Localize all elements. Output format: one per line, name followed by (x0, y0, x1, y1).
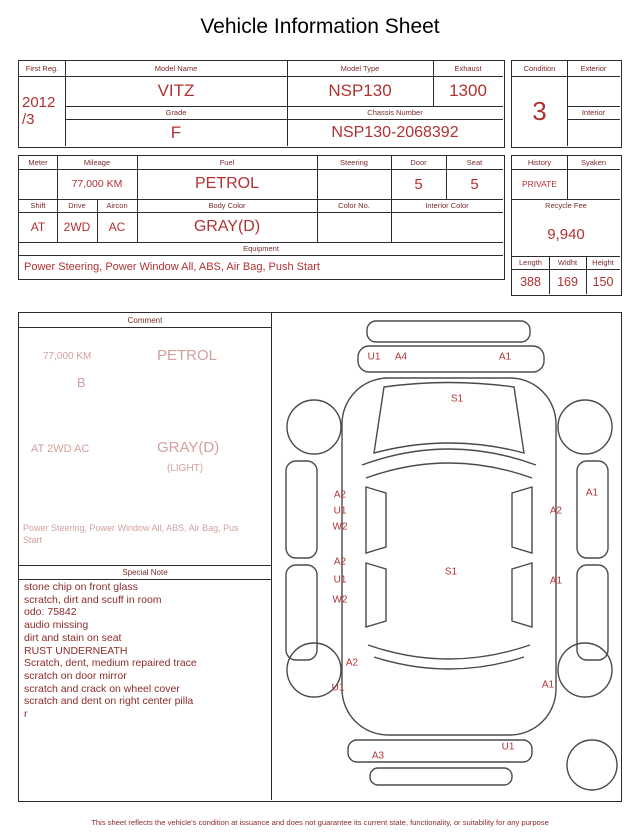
condition-table (511, 60, 622, 148)
body-color-value: GRAY(D) (193, 218, 261, 235)
special-note-line: scratch and dent on right center pilla (24, 695, 194, 708)
damage-marker-s1: S1 (450, 393, 464, 405)
exhaust-value: 1300 (449, 81, 487, 100)
model-type-label: Model Type (340, 64, 380, 73)
first-reg-year: 2012 (22, 94, 56, 111)
special-note-line: RUST UNDERNEATH (24, 644, 128, 657)
damage-marker-s1: S1 (444, 566, 458, 578)
first-reg-label: First Reg. (25, 64, 59, 73)
damage-marker-u1: U1 (333, 505, 347, 517)
rear-window-line (368, 645, 530, 659)
history-table (511, 155, 622, 296)
seat-label: Seat (466, 158, 483, 167)
spare-wheel (567, 740, 617, 790)
door-label: Door (410, 158, 427, 167)
right-front-door-opening (512, 487, 532, 553)
special-note-line: Scratch, dent, medium repaired trace (24, 657, 197, 670)
hood-panel (358, 346, 544, 372)
width-label: Widht (557, 258, 578, 267)
special-note-line: r (24, 708, 28, 721)
ghost-text: Power Steering, Power Window All, ABS, Air Bag, Pus (23, 523, 239, 533)
divider (567, 119, 620, 120)
damage-marker-u1: U1 (333, 574, 347, 586)
damage-markers (332, 352, 599, 762)
left-rear-door-opening (366, 563, 386, 627)
shift-value: AT (30, 220, 46, 234)
history-value: PRIVATE (521, 179, 558, 189)
special-note-line: scratch, dirt and scuff in room (24, 593, 162, 606)
ghost-text: PETROL (157, 347, 218, 364)
model-type-value: NSP130 (328, 81, 392, 100)
special-note-line: scratch on door mirror (24, 669, 127, 682)
special-note-line: scratch and crack on wheel cover (24, 682, 180, 695)
damage-marker-u1: U1 (501, 741, 515, 753)
damage-marker-u1: U1 (367, 351, 381, 363)
damage-marker-a3: A3 (371, 750, 385, 762)
disclaimer-text: This sheet reflects the vehicle's condition at issuance and does not guarantee its current state, functionality, or suitability for any purpose (91, 818, 549, 827)
special-note-line: stone chip on front glass (24, 581, 138, 593)
damage-marker-a2: A2 (345, 657, 359, 669)
door-value: 5 (414, 175, 423, 193)
drive-value: 2WD (63, 220, 91, 234)
damage-marker-a2: A2 (333, 489, 347, 501)
right-front-door-panel (577, 461, 608, 558)
special-note-line: odo: 75842 (24, 606, 77, 619)
ghost-text: B (77, 375, 86, 390)
grade-label: Grade (165, 108, 187, 117)
comment-label: Comment (127, 315, 163, 325)
ghost-text: Start (23, 535, 43, 545)
car-body (342, 378, 556, 735)
windshield-base-line (366, 463, 532, 478)
car-outline (286, 321, 617, 790)
ghost-text: 77,000 KM (43, 351, 92, 362)
mileage-label: Mileage (83, 158, 111, 167)
front-bumper (367, 321, 530, 342)
special-note-text (24, 581, 266, 721)
ghost-text: GRAY(D) (157, 439, 220, 456)
left-front-door-opening (366, 487, 386, 553)
damage-marker-a4: A4 (394, 351, 408, 363)
grade-value: F (170, 122, 182, 142)
condition-label: Condition (523, 64, 556, 73)
special-note-line: audio missing (24, 619, 89, 632)
right-front-wheel (558, 400, 612, 454)
mileage-value: 77,000 KM (71, 178, 123, 190)
damage-marker-w2: W2 (332, 521, 348, 533)
damage-marker-w2: W2 (332, 594, 348, 606)
damage-marker-a1: A1 (541, 679, 555, 691)
height-label: Height (592, 258, 614, 267)
height-value: 150 (592, 274, 614, 289)
exhaust-label: Exhaust (454, 64, 482, 73)
chassis-number-value: NSP130-2068392 (331, 123, 459, 141)
damage-marker-a2: A2 (333, 556, 347, 568)
body-color-label: Body Color (208, 201, 246, 210)
model-name-value: VITZ (157, 81, 195, 100)
registration-table (18, 60, 505, 148)
damage-marker-a2: A2 (549, 505, 563, 517)
aircon-label: Aircon (106, 201, 128, 210)
interior-label: Interior (581, 108, 606, 117)
first-reg-month: /3 (22, 111, 35, 128)
damage-marker-a1: A1 (585, 487, 599, 499)
comment-area (19, 327, 271, 565)
steering-label: Steering (340, 158, 368, 167)
right-rear-door-panel (577, 565, 608, 660)
first-reg-value (19, 76, 65, 146)
condition-value: 3 (532, 95, 547, 126)
equipment-label: Equipment (243, 244, 279, 253)
model-name-label: Model Name (154, 64, 198, 73)
chassis-number-label: Chassis Number (367, 108, 423, 117)
spec-table (18, 155, 505, 280)
color-no-label: Color No. (338, 201, 370, 210)
divider (19, 579, 271, 580)
fuel-label: Fuel (219, 158, 235, 167)
damage-marker-a1: A1 (498, 351, 512, 363)
left-front-door-panel (286, 461, 317, 558)
history-label: History (527, 158, 552, 167)
ghost-text: AT 2WD AC (31, 443, 90, 455)
length-label: Length (519, 258, 542, 267)
page-title: Vehicle Information Sheet (200, 15, 440, 38)
length-value: 388 (520, 274, 541, 289)
ghost-text: (LIGHT) (167, 463, 204, 474)
left-front-wheel (287, 400, 341, 454)
width-value: 169 (557, 274, 578, 289)
equipment-value: Power Steering, Power Window All, ABS, Air Bag, Push Start (24, 260, 320, 273)
condition-detail-box (18, 312, 622, 802)
aircon-value: AC (108, 220, 126, 234)
special-note-line: dirt and stain on seat (24, 631, 122, 644)
car-diagram (272, 315, 622, 800)
exterior-label: Exterior (580, 64, 607, 73)
syaken-label: Syaken (580, 158, 607, 167)
seat-value: 5 (470, 175, 479, 193)
interior-color-label: Interior Color (425, 201, 469, 210)
fuel-value: PETROL (194, 175, 259, 192)
shift-label: Shift (30, 201, 46, 210)
damage-marker-u1: U1 (331, 682, 345, 694)
meter-label: Meter (28, 158, 48, 167)
recycle-fee-value: 9,940 (547, 225, 585, 243)
recycle-fee-label: Recycle Fee (545, 201, 587, 210)
right-rear-wheel (558, 643, 612, 697)
hood-line (374, 383, 524, 454)
right-rear-door-opening (512, 563, 532, 627)
special-note-label: Special Note (122, 567, 168, 577)
drive-label: Drive (68, 201, 86, 210)
damage-marker-a1: A1 (549, 575, 563, 587)
rear-bumper (370, 768, 512, 785)
